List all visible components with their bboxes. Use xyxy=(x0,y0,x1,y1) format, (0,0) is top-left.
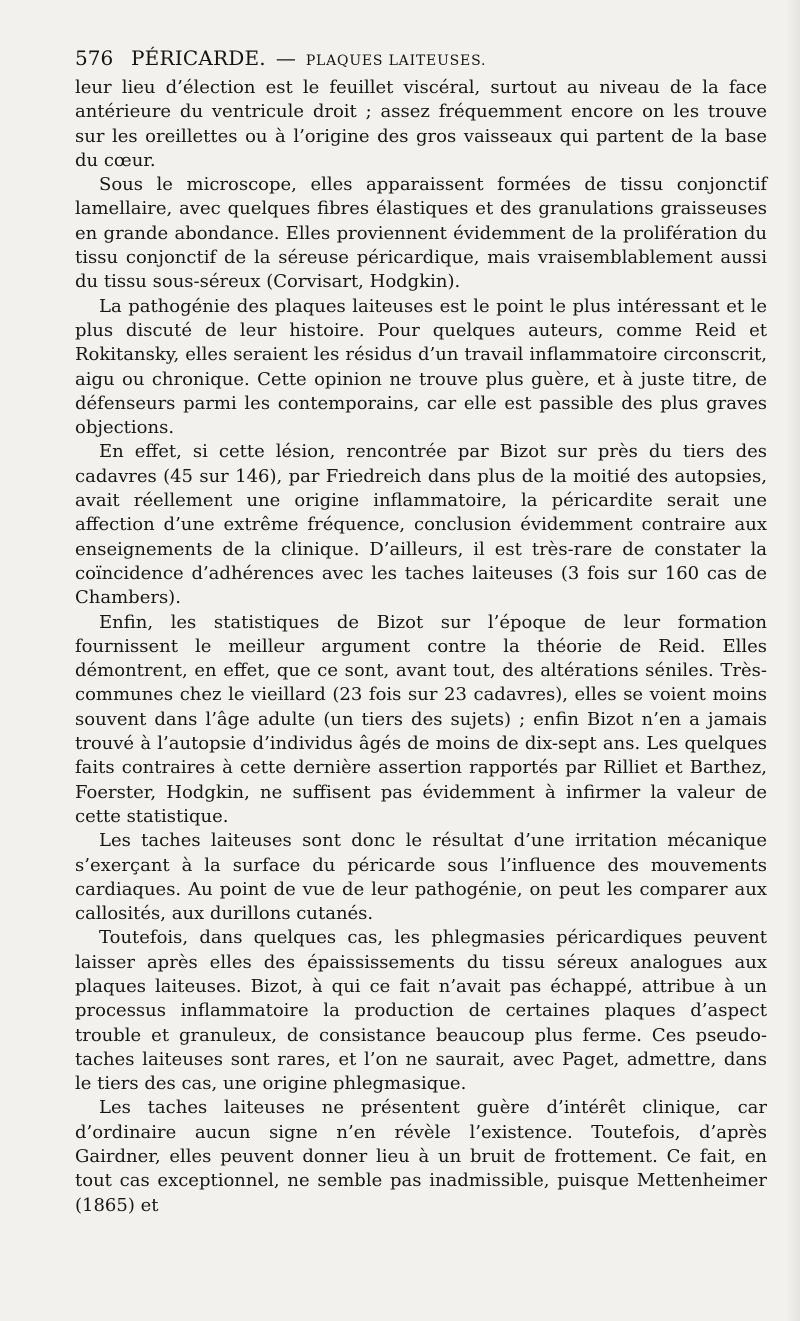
paragraph-interet-clinique: Les taches laiteuses ne présentent guère d’intérêt clinique, car d’ordinaire aucun signe n’en révèle l’existence. Toutefois, d’après Gairdner, elles peuvent donner lieu à un bruit de frottement. Ce fait, en tout cas exceptionnel, ne semble pas inadmissible, puisque Mettenheimer (1865) et xyxy=(75,1097,767,1216)
paragraph-pathogenie: La pathogénie des plaques laiteuses est le point le plus intéressant et le plus discuté de leur histoire. Pour quelques auteurs, comme Reid et Rokitansky, elles seraient les résidus d’un travail inflammatoire circonscrit, aigu ou chronique. Cette opinion ne trouve plus guère, et à juste titre, de défenseurs parmi les contemporains, car elle est passible des plus graves objections. xyxy=(75,295,767,439)
running-separator: — xyxy=(275,46,296,70)
paragraph-continuation: leur lieu d’élection est le feuillet viscéral, surtout au niveau de la face antérieure du ventricule droit ; assez fréquemment encore on les trouve sur les oreillettes ou à l’origine des gros vaisseaux qui partent de la base du cœur. xyxy=(75,77,767,171)
paragraph-en-effet: En effet, si cette lésion, rencontrée par Bizot sur près du tiers des cadavres (45 sur 146), par Friedreich dans plus de la moitié des autopsies, avait réellement une origine inflammatoire, la péricardite serait une affection d’une extrême fréquence, conclusion évidemment contraire aux enseignements de la clinique. D’ailleurs, il est très-rare de constater la coïncidence d’adhérences avec les taches laiteuses (3 fois sur 160 cas de Chambers). xyxy=(75,441,767,609)
running-header xyxy=(75,40,767,76)
paragraph-microscope: Sous le microscope, elles apparaissent formées de tissu conjonctif lamellaire, avec quelques fibres élastiques et des granulations graisseuses en grande abondance. Elles proviennent évidemment de la prolifération du tissu conjonctif de la séreuse péricardique, mais vraisemblablement aussi du tissu sous-séreux (Corvisart, Hodgkin). xyxy=(75,174,767,293)
page-number: 576 xyxy=(75,46,114,70)
paragraph-enfin: Enfin, les statistiques de Bizot sur l’époque de leur formation fournissent le meilleur argument contre la théorie de Reid. Elles démontrent, en effet, que ce sont, avant tout, des altérations séniles. Très-communes chez le vieillard (23 fois sur 23 cadavres), elles se voient moins souvent dans l’âge adulte (un tiers des sujets) ; enfin Bizot n’en a jamais trouvé à l’autopsie d’individus âgés de moins de dix-sept ans. Les quelques faits contraires à cette dernière assertion rapportés par Rilliet et Barthez, Foerster, Hodgkin, ne suffisent pas évidemment à infirmer la valeur de cette statistique. xyxy=(75,611,767,827)
page-edge-shadow xyxy=(786,0,800,1321)
paragraph-toutefois: Toutefois, dans quelques cas, les phlegmasies péricardiques peuvent laisser après elles des épaississements du tissu séreux analogues aux plaques laiteuses. Bizot, à qui ce fait n’avait pas échappé, attribue à un processus inflammatoire la production de certaines plaques d’aspect trouble et granuleux, de consistance beaucoup plus ferme. Ces pseudo-taches laiteuses sont rares, et l’on ne saurait, avec Paget, admettre, dans le tiers des cas, une origine phlegmasique. xyxy=(75,927,767,1095)
running-subtitle: PLAQUES LAITEUSES. xyxy=(305,53,487,69)
running-title: PÉRICARDE. xyxy=(131,46,266,70)
body-text xyxy=(75,76,767,1218)
paragraph-taches-laiteuses: Les taches laiteuses sont donc le résultat d’une irritation mécanique s’exerçant à la surface du péricarde sous l’influence des mouvements cardiaques. Au point de vue de leur pathogénie, on peut les comparer aux callosités, aux durillons cutanés. xyxy=(75,830,767,925)
